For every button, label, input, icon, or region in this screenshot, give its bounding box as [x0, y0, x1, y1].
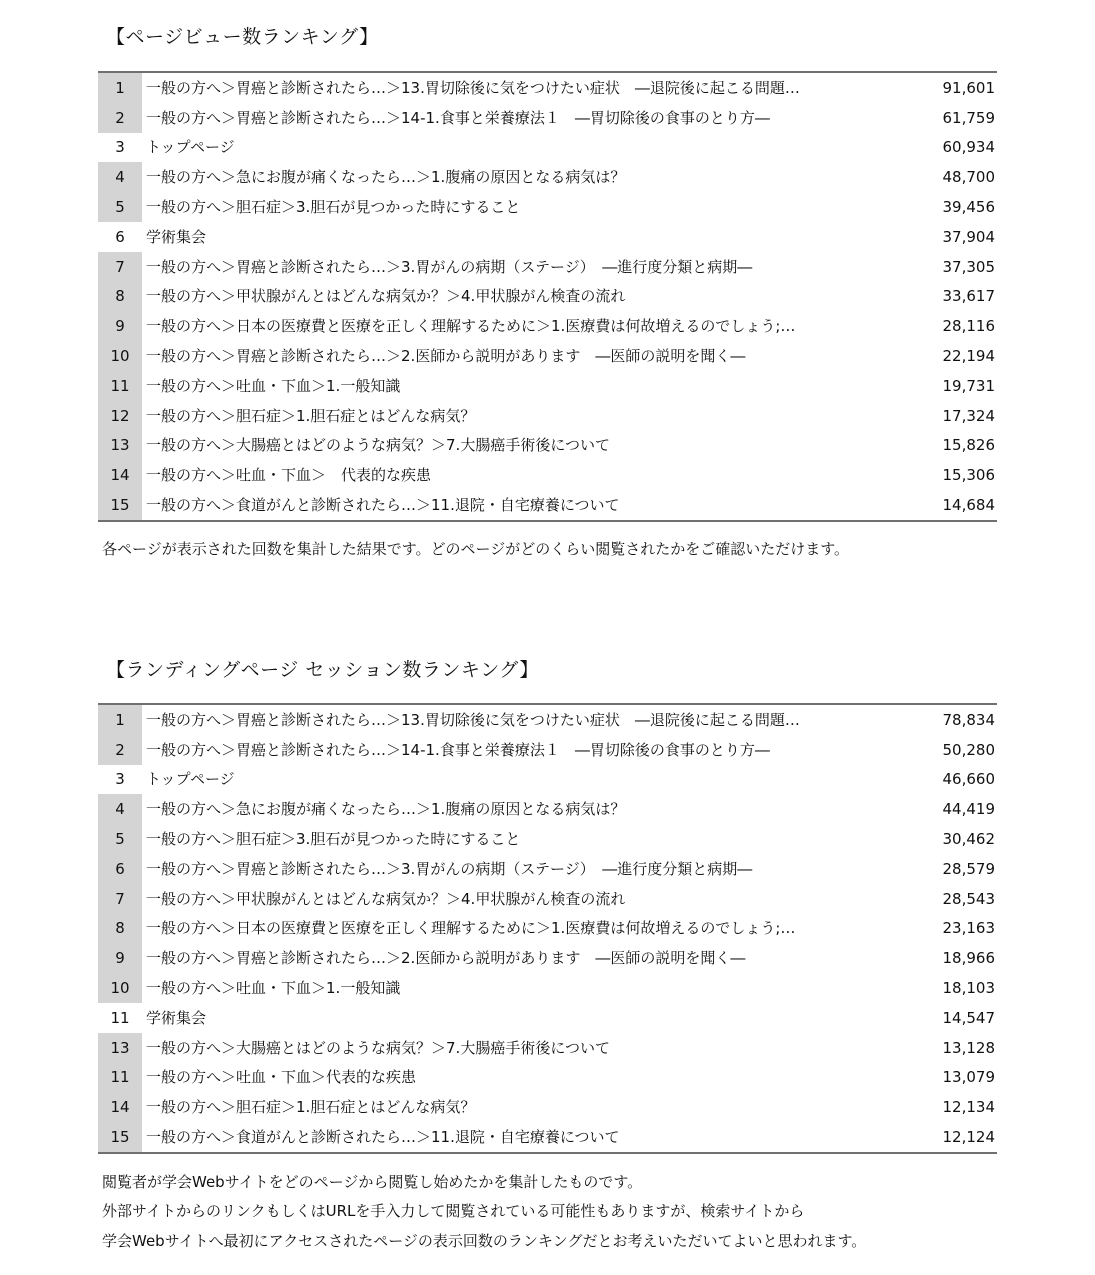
rank-cell: 2 — [98, 103, 142, 133]
rank-cell: 11 — [110, 1008, 130, 1027]
table-row — [98, 341, 997, 371]
page-cell: 一般の方へ＞胃癌と診断されたら…＞14-1.食事と栄養療法１ ―胃切除後の食事のとり方― — [146, 740, 770, 759]
page-cell: 一般の方へ＞日本の医療費と医療を正しく理解するために＞1.医療費は何故増えるのでしょう;… — [146, 919, 796, 938]
rank-cell: 4 — [98, 162, 142, 192]
page-cell: 一般の方へ＞大腸癌とはどのような病気？＞7.大腸癌手術後について — [146, 1038, 611, 1057]
table-row — [98, 311, 997, 341]
page-cell: 一般の方へ＞胃癌と診断されたら…＞3.胃がんの病期（ステージ） ―進行度分類と病期― — [146, 257, 753, 276]
rank-cell: 10 — [98, 973, 142, 1003]
table-row — [98, 252, 997, 282]
page-cell: トップページ — [146, 770, 235, 789]
count-cell: 44,419 — [942, 800, 995, 819]
count-cell: 39,456 — [942, 198, 995, 217]
pageview-ranking-table — [98, 71, 997, 522]
count-cell: 14,684 — [942, 496, 995, 515]
table-row — [98, 914, 997, 944]
page-cell: 一般の方へ＞胃癌と診断されたら…＞2.医師から説明があります ―医師の説明を聞く― — [146, 347, 746, 366]
count-cell: 48,700 — [942, 168, 995, 187]
count-cell: 13,128 — [942, 1038, 995, 1057]
count-cell: 23,163 — [942, 919, 995, 938]
count-cell: 28,116 — [942, 317, 995, 336]
count-cell: 61,759 — [942, 108, 995, 127]
table-row — [98, 943, 997, 973]
rank-cell: 12 — [98, 401, 142, 431]
count-cell: 37,904 — [942, 227, 995, 246]
table-row — [98, 282, 997, 312]
page-cell: 学術集会 — [146, 227, 207, 246]
page-cell: 一般の方へ＞胃癌と診断されたら…＞14-1.食事と栄養療法１ ―胃切除後の食事のとり方― — [146, 108, 770, 127]
page-cell: 一般の方へ＞甲状腺がんとはどんな病気か？＞4.甲状腺がん検査の流れ — [146, 287, 626, 306]
table-row — [98, 431, 997, 461]
table-row — [98, 371, 997, 401]
page-cell: 一般の方へ＞胆石症＞3.胆石が見つかった時にすること — [146, 830, 521, 849]
count-cell: 15,826 — [942, 436, 995, 455]
count-cell: 13,079 — [942, 1068, 995, 1087]
table-row — [98, 1003, 997, 1033]
page-cell: 一般の方へ＞胃癌と診断されたら…＞3.胃がんの病期（ステージ） ―進行度分類と病期― — [146, 859, 753, 878]
rank-cell: 7 — [98, 252, 142, 282]
table-row — [98, 103, 997, 133]
rank-cell: 6 — [115, 227, 125, 246]
rank-cell: 7 — [98, 884, 142, 914]
page-cell: 一般の方へ＞食道がんと診断されたら…＞11.退院・自宅療養について — [146, 496, 620, 515]
count-cell: 78,834 — [942, 710, 995, 729]
rank-cell: 8 — [98, 282, 142, 312]
rank-cell: 13 — [98, 431, 142, 461]
table-row — [98, 192, 997, 222]
pageview-ranking-rows — [98, 72, 997, 521]
page-cell: 一般の方へ＞甲状腺がんとはどんな病気か？＞4.甲状腺がん検査の流れ — [146, 889, 626, 908]
table-row — [98, 162, 997, 192]
page-cell: 一般の方へ＞日本の医療費と医療を正しく理解するために＞1.医療費は何故増えるのでしょう;… — [146, 317, 796, 336]
rank-cell: 13 — [98, 1033, 142, 1063]
page-cell: 一般の方へ＞急にお腹が痛くなったら…＞1.腹痛の原因となる病気は？ — [146, 168, 626, 187]
count-cell: 18,966 — [942, 949, 995, 968]
count-cell: 30,462 — [942, 830, 995, 849]
table-row — [98, 1092, 997, 1122]
page-cell: 一般の方へ＞急にお腹が痛くなったら…＞1.腹痛の原因となる病気は？ — [146, 800, 626, 819]
landing-ranking-table — [98, 703, 997, 1154]
page-cell: 一般の方へ＞吐血・下血＞ 代表的な疾患 — [146, 466, 432, 485]
rank-cell: 1 — [98, 704, 142, 735]
landing-ranking-note-3: 学会Webサイトへ最初にアクセスされたページの表示回数のランキングだとお考えいただいてよいと思われます。 — [102, 1232, 867, 1250]
count-cell: 12,134 — [942, 1098, 995, 1117]
landing-ranking-title: 【ランディングページ セッション数ランキング】 — [106, 659, 539, 681]
rank-cell: 9 — [98, 311, 142, 341]
count-cell: 12,124 — [942, 1128, 995, 1147]
page-cell: トップページ — [146, 138, 235, 157]
count-cell: 22,194 — [942, 347, 995, 366]
table-row — [98, 973, 997, 1003]
count-cell: 19,731 — [942, 376, 995, 395]
landing-ranking-rows — [98, 704, 997, 1153]
rank-cell: 15 — [98, 1122, 142, 1153]
table-row — [98, 490, 997, 521]
table-row — [98, 1033, 997, 1063]
table-row — [98, 401, 997, 431]
page-cell: 一般の方へ＞大腸癌とはどのような病気？＞7.大腸癌手術後について — [146, 436, 611, 455]
page-cell: 一般の方へ＞吐血・下血＞1.一般知識 — [146, 376, 401, 395]
count-cell: 28,543 — [942, 889, 995, 908]
table-row — [98, 1122, 997, 1153]
table-row — [98, 765, 997, 795]
rank-cell: 14 — [98, 460, 142, 490]
table-row — [98, 133, 997, 163]
rank-cell: 2 — [98, 735, 142, 765]
rank-cell: 5 — [98, 192, 142, 222]
pageview-ranking-note: 各ページが表示された回数を集計した結果です。どのページがどのくらい閲覧されたかをご確認いただけます。 — [102, 540, 850, 558]
rank-cell: 4 — [98, 794, 142, 824]
table-row — [98, 72, 997, 103]
count-cell: 15,306 — [942, 466, 995, 485]
rank-cell: 14 — [98, 1092, 142, 1122]
page-cell: 一般の方へ＞胃癌と診断されたら…＞13.胃切除後に気をつけたい症状 ―退院後に起こる問題… — [146, 78, 800, 97]
rank-cell: 1 — [98, 72, 142, 103]
count-cell: 28,579 — [942, 859, 995, 878]
rank-cell: 5 — [98, 824, 142, 854]
table-row — [98, 704, 997, 735]
page-cell: 一般の方へ＞胆石症＞1.胆石症とはどんな病気？ — [146, 406, 476, 425]
rank-cell: 3 — [115, 138, 125, 157]
table-row — [98, 222, 997, 252]
table-row — [98, 735, 997, 765]
count-cell: 33,617 — [942, 287, 995, 306]
count-cell: 50,280 — [942, 740, 995, 759]
table-row — [98, 854, 997, 884]
page-cell: 一般の方へ＞胃癌と診断されたら…＞2.医師から説明があります ―医師の説明を聞く― — [146, 949, 746, 968]
count-cell: 60,934 — [942, 138, 995, 157]
count-cell: 37,305 — [942, 257, 995, 276]
landing-ranking-note-1: 閲覧者が学会Webサイトをどのページから閲覧し始めたかを集計したものです。 — [102, 1173, 643, 1191]
table-row — [98, 1063, 997, 1093]
rank-cell: 10 — [98, 341, 142, 371]
page-cell: 一般の方へ＞吐血・下血＞代表的な疾患 — [146, 1068, 417, 1087]
rank-cell: 9 — [98, 943, 142, 973]
rank-cell: 8 — [98, 914, 142, 944]
count-cell: 17,324 — [942, 406, 995, 425]
table-row — [98, 794, 997, 824]
table-row — [98, 884, 997, 914]
rank-cell: 15 — [98, 490, 142, 521]
rank-cell: 11 — [98, 1063, 142, 1093]
page-cell: 一般の方へ＞食道がんと診断されたら…＞11.退院・自宅療養について — [146, 1128, 620, 1147]
page-cell: 学術集会 — [146, 1008, 207, 1027]
count-cell: 91,601 — [942, 78, 995, 97]
table-row — [98, 460, 997, 490]
landing-ranking-note-2: 外部サイトからのリンクもしくはURLを手入力して閲覧されている可能性もありますが、検索サイトから — [102, 1202, 805, 1220]
page-cell: 一般の方へ＞胆石症＞1.胆石症とはどんな病気？ — [146, 1098, 476, 1117]
page-cell: 一般の方へ＞吐血・下血＞1.一般知識 — [146, 979, 401, 998]
page-cell: 一般の方へ＞胆石症＞3.胆石が見つかった時にすること — [146, 198, 521, 217]
count-cell: 18,103 — [942, 979, 995, 998]
rank-cell: 6 — [98, 854, 142, 884]
rank-cell: 11 — [98, 371, 142, 401]
pageview-ranking-title: 【ページビュー数ランキング】 — [106, 26, 379, 48]
count-cell: 46,660 — [942, 770, 995, 789]
table-row — [98, 824, 997, 854]
rank-cell: 3 — [115, 770, 125, 789]
page-cell: 一般の方へ＞胃癌と診断されたら…＞13.胃切除後に気をつけたい症状 ―退院後に起こる問題… — [146, 710, 800, 729]
count-cell: 14,547 — [942, 1008, 995, 1027]
